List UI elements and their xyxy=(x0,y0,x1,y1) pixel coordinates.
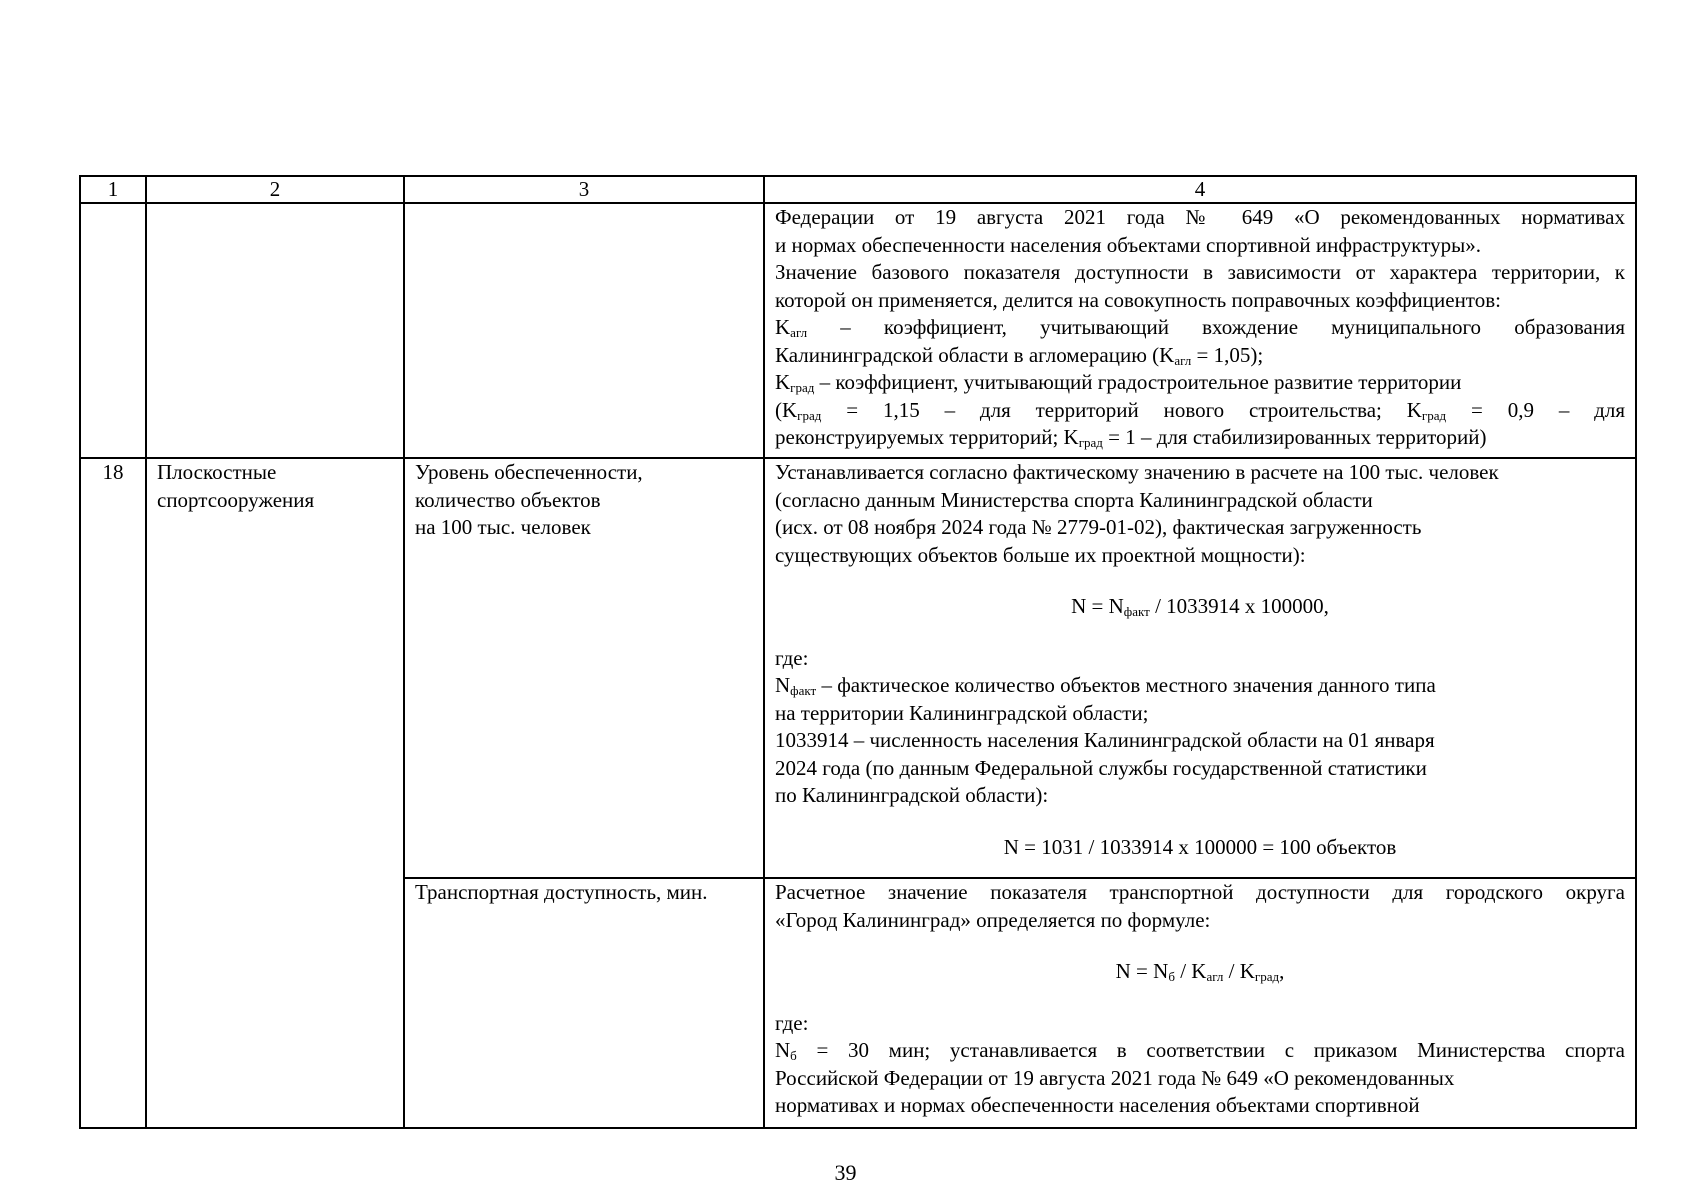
formula-transport: $N = N_б / K_{агл} / K_{град}$, xyxy=(1115,959,1285,984)
cell-number-empty xyxy=(80,203,146,458)
table-header-row xyxy=(80,176,1636,203)
table-row-18 xyxy=(80,458,1636,878)
facility-name-line: Плоскостные xyxy=(157,460,277,484)
where-label: где: xyxy=(775,645,809,670)
header-col-3: 3 xyxy=(404,176,764,203)
indicator-line: количество объектов xyxy=(415,487,601,512)
kgrad-values-line: ($K_{град} = 1,15$ – для территорий нового строительства; $K_{град} = 0,9$ – для xyxy=(775,397,1625,423)
header-col-4: 4 xyxy=(764,176,1636,203)
formula-result: N = 1031 / 1033914 x 100000 = 100 объектов xyxy=(1003,834,1397,859)
kagl-definition-line: $K_{агл}$ – коэффициент, учитывающий вхождение муниципального образования xyxy=(775,315,1625,340)
cell-indicator-empty xyxy=(404,203,764,458)
text-line: Устанавливается согласно фактическому значению в расчете на 100 тыс. человек xyxy=(775,460,1499,484)
indicator-cell xyxy=(404,458,764,878)
text-line: Федерации от 19 августа 2021 года № 649 «О рекомендованных нормативах xyxy=(775,205,1625,229)
table-row-continuation xyxy=(80,203,1636,458)
spacer xyxy=(775,621,1625,645)
nfact-definition: $N_{факт}$ – фактическое количество объектов местного значения данного типа xyxy=(775,673,1436,698)
row-number: 18 xyxy=(80,458,146,1128)
indicator-line: на 100 тыс. человек xyxy=(415,515,591,539)
text-line: нормативах и нормах обеспеченности населения объектами спортивной xyxy=(775,1093,1420,1117)
spacer xyxy=(775,934,1625,958)
text-line: Расчетное значение показателя транспортной доступности для городского округа xyxy=(775,880,1625,904)
text-line: существующих объектов больше их проектной мощности): xyxy=(775,542,1306,567)
indicator-cell xyxy=(404,878,764,1128)
kgrad-definition-line: $K_{град}$ – коэффициент, учитывающий градостроительное развитие территории xyxy=(775,370,1462,395)
spacer xyxy=(775,569,1625,593)
text-line: 1033914 – численность населения Калининградской области на 01 января xyxy=(775,728,1435,752)
facility-name-line: спортсооружения xyxy=(157,487,315,512)
page-number: 39 xyxy=(834,1160,857,1185)
cell-description xyxy=(764,203,1636,458)
spacer xyxy=(775,810,1625,834)
formula-density: $N = N_{факт} / 1033914$ x 100000, xyxy=(1071,594,1329,619)
text-line: на территории Калининградской области; xyxy=(775,700,1149,725)
text-line: которой он применяется, делится на совокупность поправочных коэффициентов: xyxy=(775,287,1501,312)
calculation-cell xyxy=(764,458,1636,878)
calculation-cell xyxy=(764,878,1636,1128)
where-label: где: xyxy=(775,1010,809,1035)
indicator-line: Уровень обеспеченности, xyxy=(415,460,643,484)
header-col-2: 2 xyxy=(146,176,404,203)
spacer xyxy=(775,986,1625,1010)
text-line: (согласно данным Министерства спорта Калининградской области xyxy=(775,487,1373,512)
text-line: Российской Федерации от 19 августа 2021 года № 649 «О рекомендованных xyxy=(775,1065,1455,1090)
nb-definition: $N_б = 30$ мин; устанавливается в соответствии с приказом Министерства спорта xyxy=(775,1038,1625,1063)
header-col-1: 1 xyxy=(80,176,146,203)
kagl-value-line: Калининградской области в агломерацию $(K_{агл} = 1,05)$; xyxy=(775,342,1264,368)
indicator-line: Транспортная доступность, мин. xyxy=(415,880,708,904)
text-line: «Город Калининград» определяется по формуле: xyxy=(775,907,1211,932)
facility-name-cell xyxy=(146,458,404,1128)
text-line: (исх. от 08 ноября 2024 года № 2779-01-02), фактическая загруженность xyxy=(775,515,1422,539)
text-line: по Калининградской области): xyxy=(775,783,1049,807)
normatives-table xyxy=(79,175,1637,1129)
text-line: 2024 года (по данным Федеральной службы государственной статистики xyxy=(775,755,1427,780)
cell-name-empty xyxy=(146,203,404,458)
text-line: и нормах обеспеченности населения объектами спортивной инфраструктуры». xyxy=(775,232,1481,257)
text-line: Значение базового показателя доступности в зависимости от характера территории, к xyxy=(775,260,1625,284)
kgrad-values-line-2: реконструируемых территорий; $K_{град} = 1$ – для стабилизированных территорий) xyxy=(775,425,1487,450)
